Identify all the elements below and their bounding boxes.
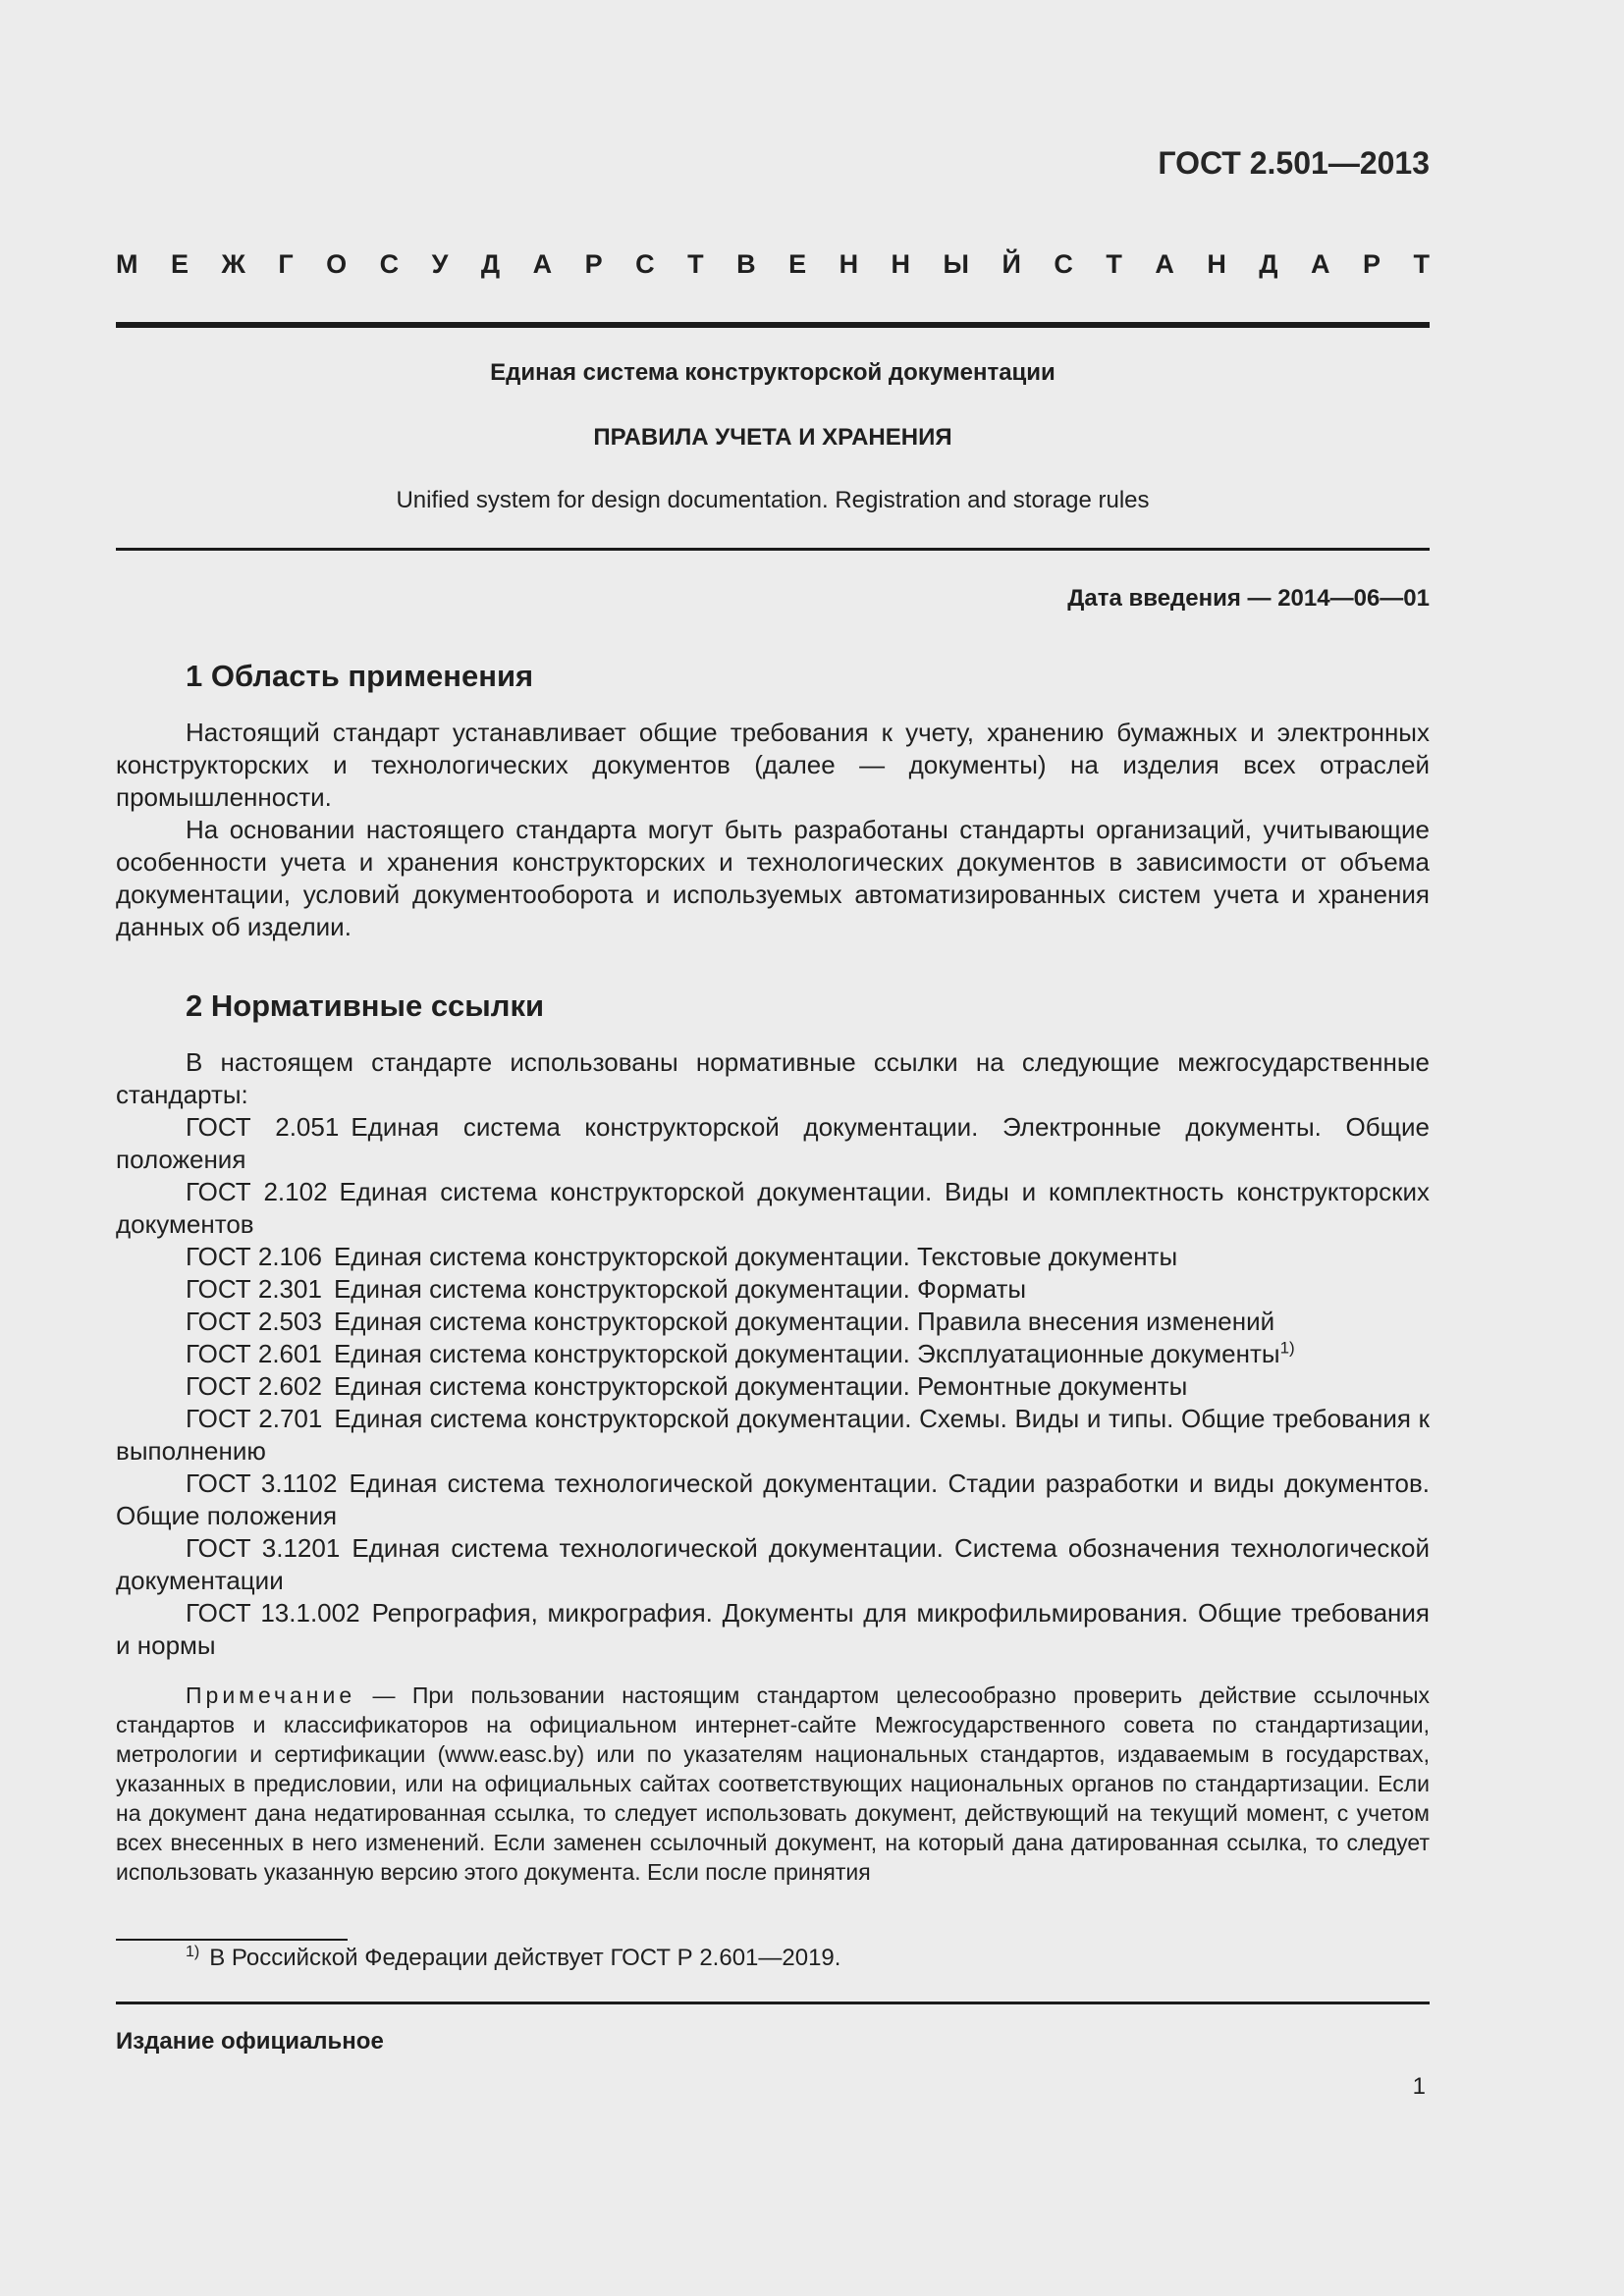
reference-code: ГОСТ 13.1.002 — [186, 1598, 360, 1628]
reference-code: ГОСТ 2.102 — [186, 1177, 328, 1206]
reference-code: ГОСТ 2.601 — [186, 1339, 322, 1368]
reference-title: Единая система технологической документации. Стадии разработки и виды документов. Общие положения — [116, 1468, 1430, 1530]
reference-title: Единая система технологической документации. Система обозначения технологической документации — [116, 1533, 1430, 1595]
english-title: Unified system for design documentation. Registration and storage rules — [396, 487, 1150, 513]
reference-title: Репрография, микрография. Документы для микрофильмирования. Общие требования и нормы — [116, 1598, 1430, 1660]
reference-title: Единая система конструкторской документации. Электронные документы. Общие положения — [116, 1112, 1430, 1174]
reference-title: Единая система конструкторской документации. Эксплуатационные документы — [333, 1339, 1280, 1368]
note-label: Примечание — [186, 1682, 356, 1708]
reference-code: ГОСТ 2.106 — [186, 1242, 322, 1271]
document-number: ГОСТ 2.501—2013 — [1158, 145, 1430, 181]
reference-item — [116, 1370, 1430, 1403]
interstate-standard-banner: М Е Ж Г О С У Д А Р С Т В Е Н Н Ы Й С Т А Н Д А Р Т — [116, 249, 1430, 279]
section-1-paragraph: На основании настоящего стандарта могут быть разработаны стандарты организаций, учитывающие особенности учета и хранения конструкторских и технологических документов в зависимости от объема документации, условий документооборота и используемых автоматизированных систем учета и хранения данных об изделии. — [116, 815, 1430, 941]
reference-title: Единая система конструкторской документации. Виды и комплектность конструкторских документов — [116, 1177, 1430, 1239]
reference-item — [116, 1597, 1430, 1662]
reference-item — [116, 1403, 1430, 1468]
reference-title: Единая система конструкторской документации. Правила внесения изменений — [333, 1307, 1275, 1336]
reference-code: ГОСТ 2.503 — [186, 1307, 322, 1336]
note-paragraph — [116, 1681, 1430, 1887]
reference-item — [116, 1111, 1430, 1176]
title-rule — [116, 548, 1430, 551]
reference-title: Единая система конструкторской документации. Текстовые документы — [333, 1242, 1178, 1271]
footnote-text: В Российской Федерации действует ГОСТ Р 2.601—2019. — [209, 1945, 841, 1971]
reference-code: ГОСТ 2.602 — [186, 1371, 322, 1401]
reference-title: Единая система конструкторской документации. Схемы. Виды и типы. Общие требования к выполнению — [116, 1404, 1430, 1466]
introduction-date: Дата введения — 2014—06—01 — [1067, 585, 1430, 612]
section-1-heading: 1 Область применения — [186, 659, 534, 693]
reference-item — [116, 1338, 1430, 1370]
footnote-rule — [116, 1939, 348, 1941]
section-2-heading: 2 Нормативные ссылки — [186, 988, 545, 1023]
reference-item — [116, 1241, 1430, 1273]
reference-code: ГОСТ 2.701 — [186, 1404, 323, 1433]
reference-code: ГОСТ 3.1102 — [186, 1468, 338, 1498]
document-title: ПРАВИЛА УЧЕТА И ХРАНЕНИЯ — [593, 424, 952, 451]
header-rule — [116, 322, 1430, 328]
reference-item — [116, 1468, 1430, 1532]
system-title: Единая система конструкторской документации — [490, 359, 1056, 386]
reference-code: ГОСТ 2.051 — [186, 1112, 340, 1142]
reference-title: Единая система конструкторской документации. Ремонтные документы — [333, 1371, 1188, 1401]
footnote — [186, 1945, 840, 1972]
footnote-mark: 1) — [186, 1944, 200, 1960]
section-1-body — [116, 717, 1430, 943]
reference-title: Единая система конструкторской документации. Форматы — [333, 1274, 1027, 1304]
footnote-mark: 1) — [1279, 1338, 1295, 1358]
reference-item — [116, 1176, 1430, 1241]
reference-item — [116, 1532, 1430, 1597]
references-intro: В настоящем стандарте использованы нормативные ссылки на следующие межгосударственные стандарты: — [116, 1047, 1430, 1109]
reference-item — [116, 1273, 1430, 1306]
footer-rule — [116, 2002, 1430, 2004]
note-block — [116, 1681, 1430, 1887]
section-1-paragraph: Настоящий стандарт устанавливает общие требования к учету, хранению бумажных и электронных конструкторских и технологических документов (далее — документы) на изделия всех отраслей промышленности. — [116, 718, 1430, 812]
reference-code: ГОСТ 3.1201 — [186, 1533, 341, 1563]
normative-references — [116, 1046, 1430, 1662]
edition-label: Издание официальное — [116, 2028, 384, 2055]
page-number: 1 — [1412, 2073, 1426, 2100]
reference-item — [116, 1306, 1430, 1338]
reference-code: ГОСТ 2.301 — [186, 1274, 322, 1304]
note-text: — При пользовании настоящим стандартом целесообразно проверить действие ссылочных стандартов и классификаторов на официальном интернет-сайте Межгосударственного совета по стандартизации, метрологии и сертификации (www.easc.by) или по указателям национальных стандартов, издаваемым в государствах, указанных в предисловии, или на официальных сайтах соответствующих национальных органов по стандартизации. Если на документ дана недатированная ссылка, то следует использовать документ, действующий на текущий момент, с учетом всех внесенных в него изменений. Если заменен ссылочный документ, на который дана датированная ссылка, то следует использовать указанную версию этого документа. Если после принятия — [116, 1682, 1430, 1885]
